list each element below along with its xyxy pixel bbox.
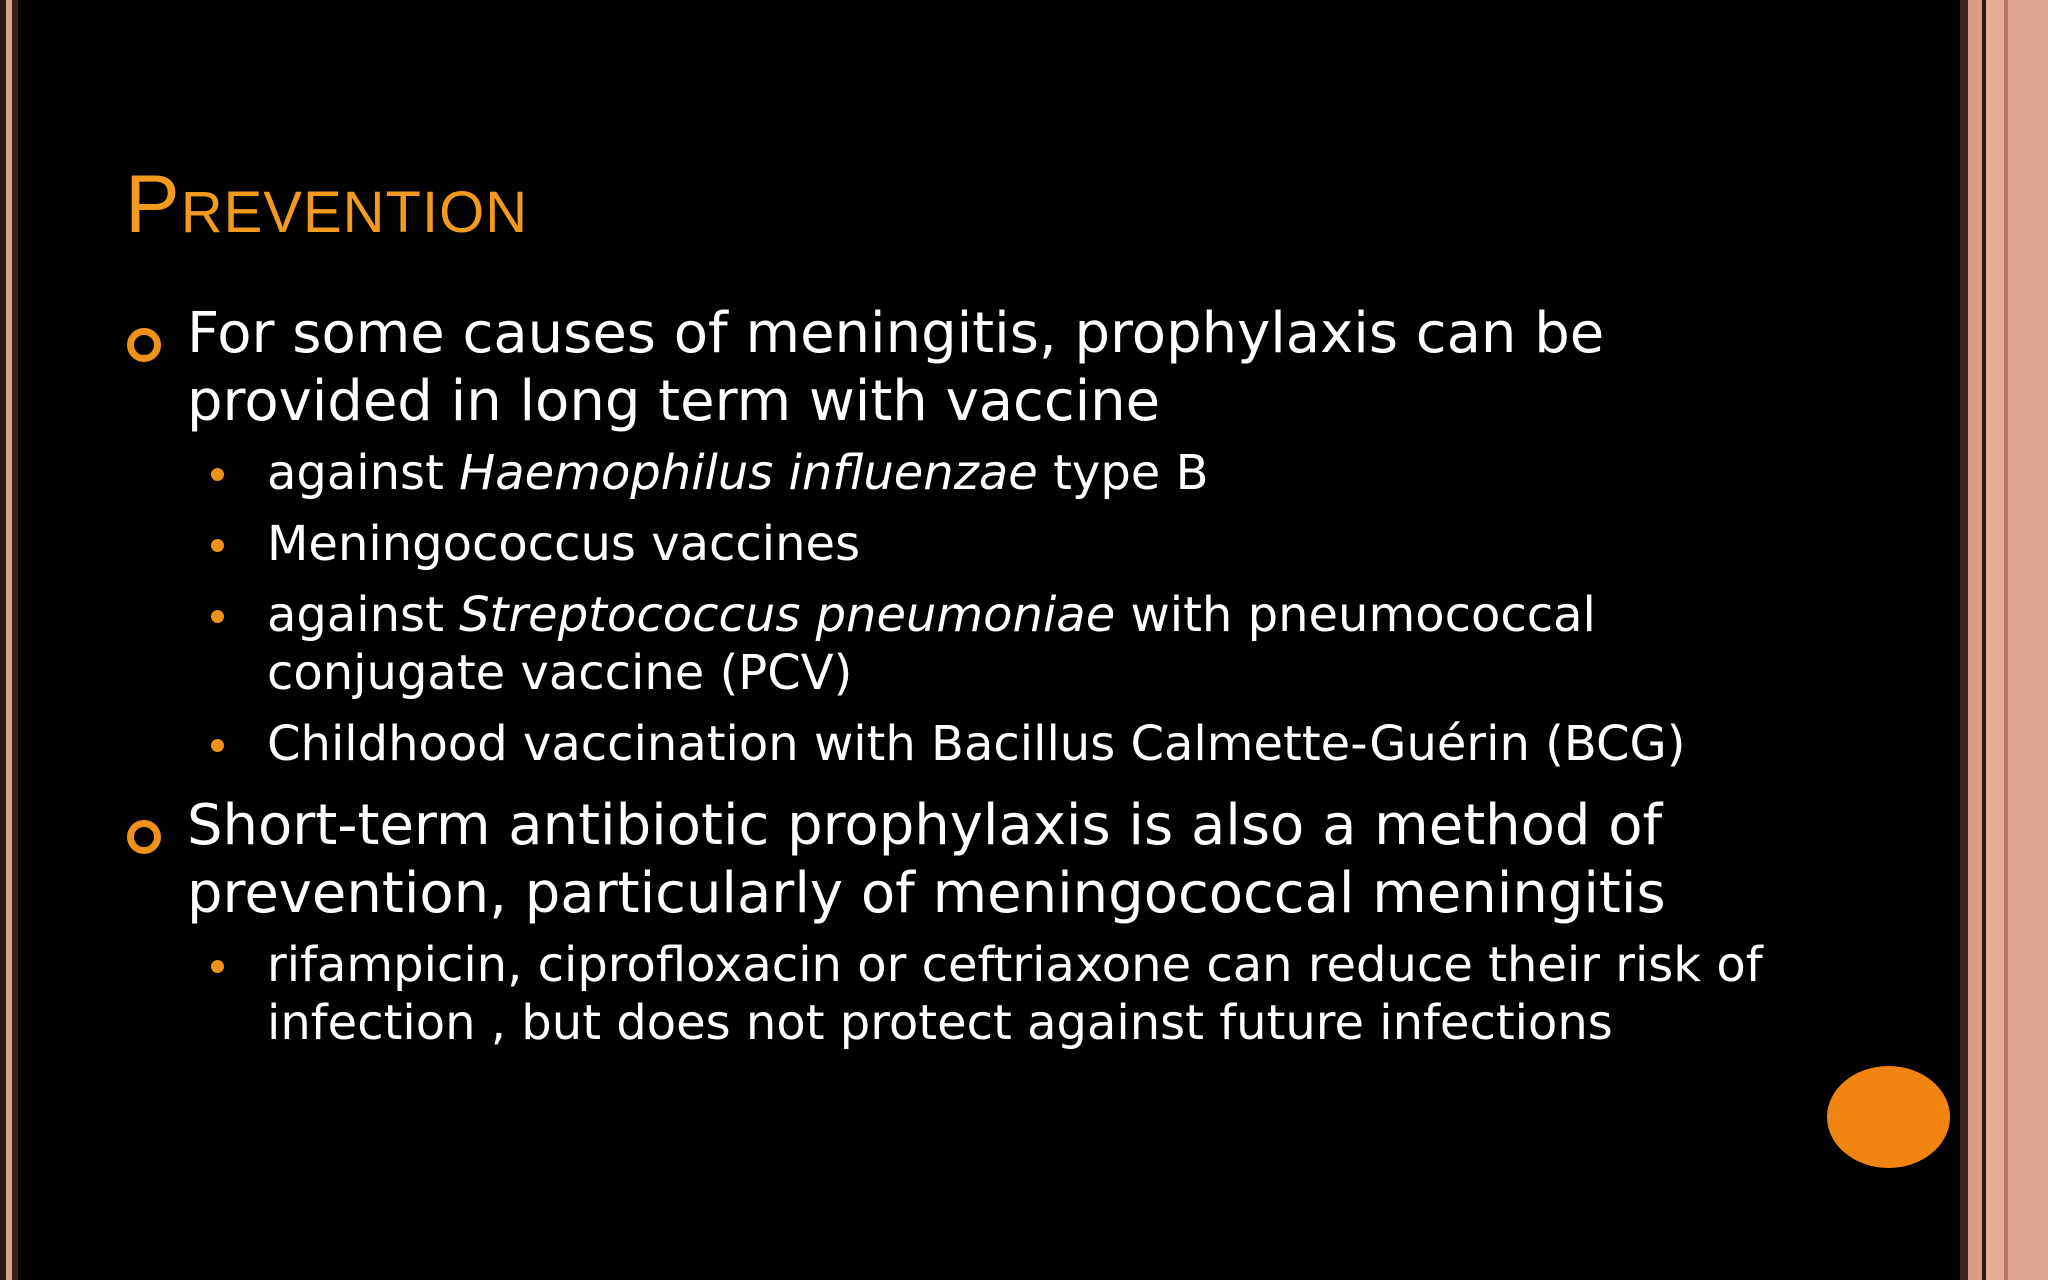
sub-bullet-item xyxy=(125,515,1765,573)
dot-bullet-icon xyxy=(211,539,224,552)
right-border-stripe xyxy=(1968,0,1982,1280)
bullet-item xyxy=(125,300,1765,436)
sub-bullet-text: Childhood vaccination with Bacillus Calmette-Guérin (BCG) xyxy=(267,716,1686,772)
ring-bullet-icon xyxy=(127,328,161,362)
slide-body xyxy=(125,300,1765,1065)
slide-title xyxy=(125,158,528,252)
sub-bullet-text: against xyxy=(267,445,460,501)
sub-bullet-text: against xyxy=(267,587,460,643)
dot-bullet-icon xyxy=(211,960,224,973)
right-border-stripe xyxy=(2008,0,2048,1280)
bullet-text: Short-term antibiotic prophylaxis is also a method of prevention, particularly of meningococcal meningitis xyxy=(187,793,1666,926)
bullet-item xyxy=(125,792,1765,928)
right-border-stripe xyxy=(1986,0,2004,1280)
left-border-stripe xyxy=(12,0,18,1280)
sub-bullet-item xyxy=(125,586,1765,702)
bullet-text: For some causes of meningitis, prophylaxis can be provided in long term with vaccine xyxy=(187,301,1605,434)
sub-bullet-text: Meningococcus vaccines xyxy=(267,516,861,572)
decorative-circle xyxy=(1827,1066,1950,1168)
sub-bullet-italic: Streptococcus pneumoniae xyxy=(459,587,1116,643)
sub-bullet-text: type B xyxy=(1037,445,1209,501)
sub-bullet-item xyxy=(125,715,1765,773)
sub-bullet-item xyxy=(125,936,1765,1052)
title-initial: P xyxy=(125,159,181,250)
sub-bullet-item xyxy=(125,444,1765,502)
right-border-stripe xyxy=(1960,0,1968,1280)
dot-bullet-icon xyxy=(211,610,224,623)
sub-bullet-italic: Haemophilus influenzae xyxy=(459,445,1038,501)
dot-bullet-icon xyxy=(211,468,224,481)
sub-bullet-text: rifampicin, ciprofloxacin or ceftriaxone can reduce their risk of infection , but does not protect against future infections xyxy=(267,937,1763,1051)
title-rest: REVENTION xyxy=(180,180,529,245)
sub-bullet-text: with pneumococcal conjugate vaccine (PCV) xyxy=(267,587,1596,701)
ring-bullet-icon xyxy=(127,820,161,854)
dot-bullet-icon xyxy=(211,739,224,752)
